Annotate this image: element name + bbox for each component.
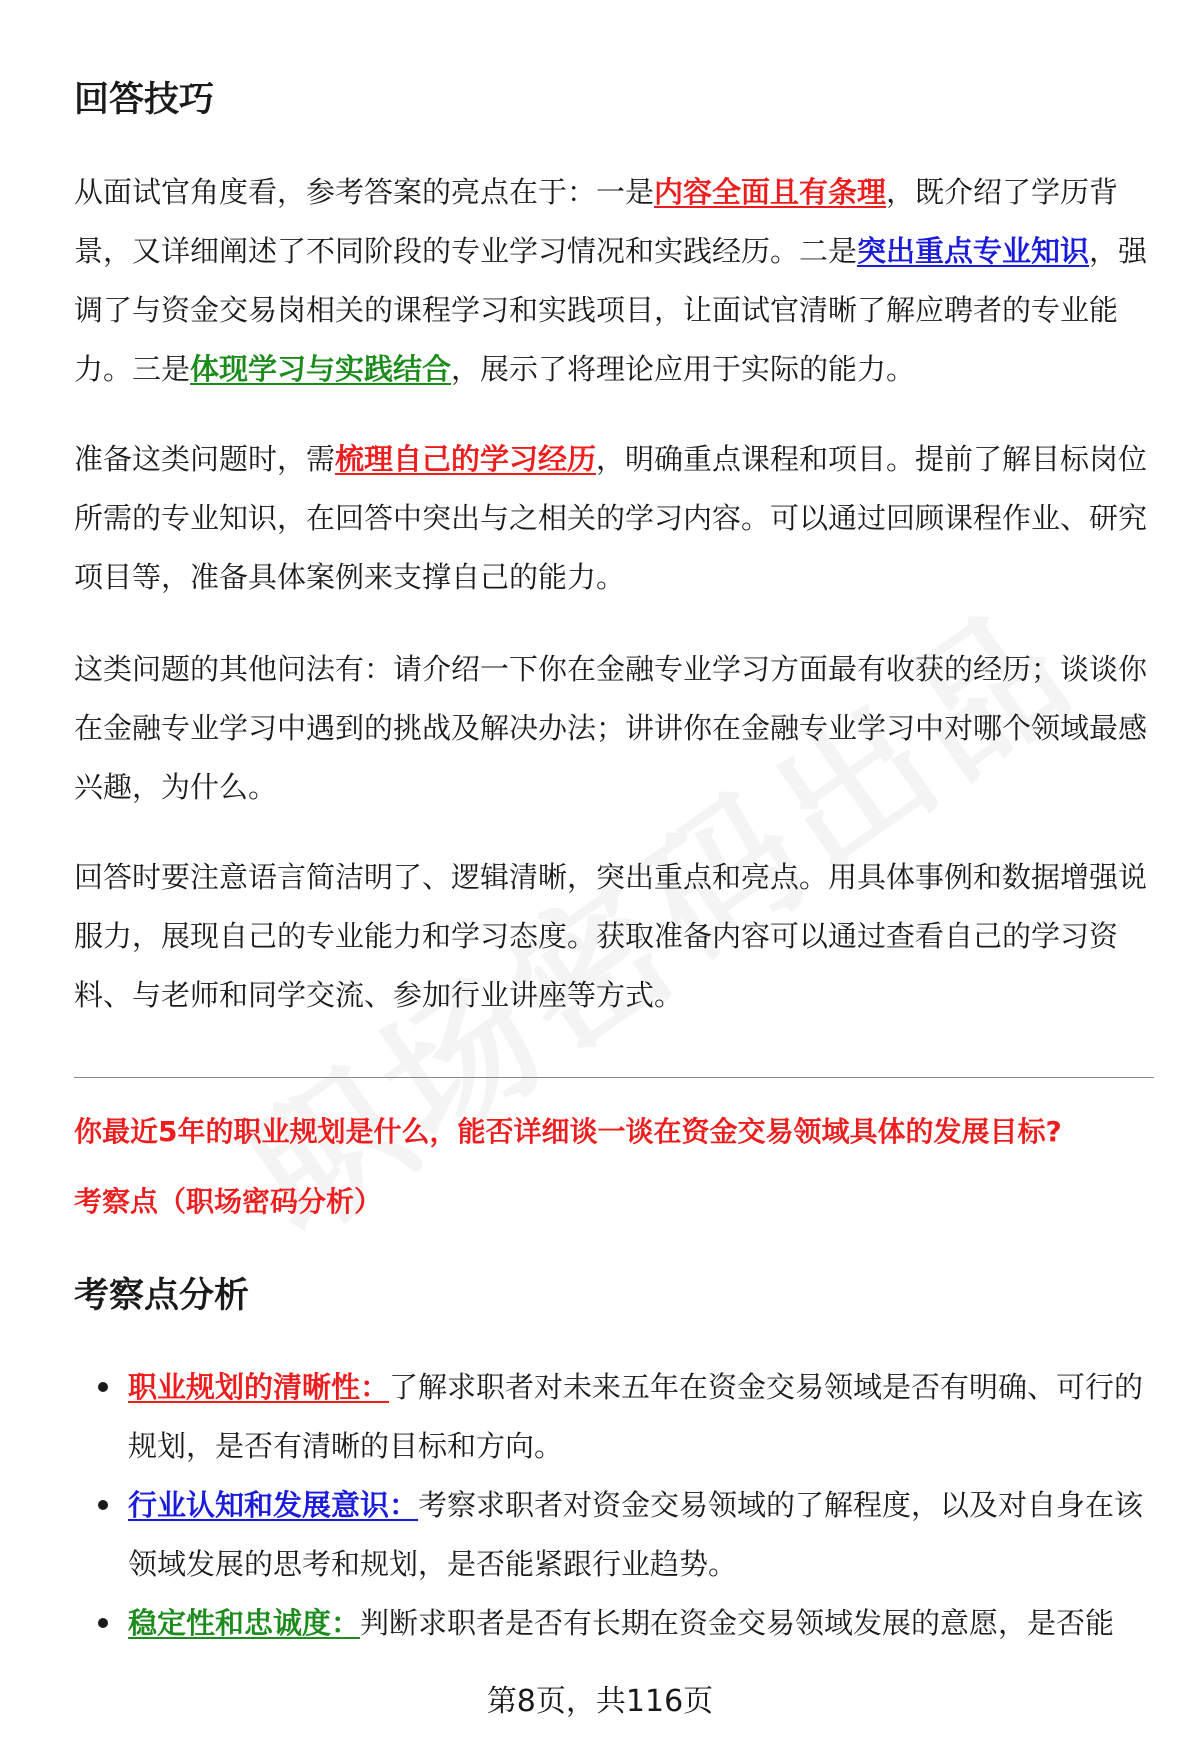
text-segment: 从面试官角度看，参考答案的亮点在于：一是 <box>74 175 655 209</box>
tips-paragraph-3: 这类问题的其他问法有：请介绍一下你在金融专业学习方面最有收获的经历；谈谈你在金融专业学习中遇到的挑战及解决办法；讲讲你在金融专业学习中对哪个领域最感兴趣，为什么。 <box>74 652 1148 804</box>
tips-paragraph-2 <box>74 430 1154 607</box>
list-item-text: 考察求职者对资金交易领域的了解程度，以及对自身在该领域发展的思考和规划，是否能紧跟行业趋势。 <box>128 1488 1144 1581</box>
exam-point-subtitle: 考察点（职场密码分析） <box>74 1185 383 1218</box>
highlight-comprehensive: 内容全面且有条理 <box>654 175 887 209</box>
list-item-label: 职业规划的清晰性： <box>128 1370 390 1404</box>
highlight-study-practice: 体现学习与实践结合 <box>190 352 452 386</box>
highlight-key-knowledge: 突出重点专业知识 <box>857 234 1090 268</box>
text-segment: ，展示了将理论应用于实际的能力。 <box>451 352 916 386</box>
list-item <box>74 1476 1154 1594</box>
text-segment: ，强调了与资金交易岗相关的课程学习和实践项目，让面试官清晰了解应聘者的专业能力。三是 <box>74 234 1148 386</box>
interview-question: 你最近5年的职业规划是什么，能否详细谈一谈在资金交易领域具体的发展目标? <box>74 1115 1062 1148</box>
tips-paragraph-4: 回答时要注意语言简洁明了、逻辑清晰，突出重点和亮点。用具体事例和数据增强说服力，展现自己的专业能力和学习态度。获取准备内容可以通过查看自己的学习资料、与老师和同学交流、参加行业讲座等方式。 <box>74 860 1148 1012</box>
list-item-label: 行业认知和发展意识： <box>128 1488 419 1522</box>
section-heading-tips: 回答技巧 <box>74 80 215 120</box>
highlight-review-experience: 梳理自己的学习经历 <box>335 442 597 476</box>
tips-paragraph-1 <box>74 163 1154 399</box>
section-heading-analysis: 考察点分析 <box>74 1276 250 1316</box>
list-item-text: 了解求职者对未来五年在资金交易领域是否有明确、可行的规划，是否有清晰的目标和方向。 <box>128 1370 1144 1463</box>
list-item-label: 稳定性和忠诚度： <box>128 1606 361 1640</box>
list-item-text: 判断求职者是否有长期在资金交易领域发展的意愿，是否能 <box>360 1606 1115 1640</box>
analysis-list <box>74 1358 1154 1653</box>
text-segment: 准备这类问题时，需 <box>74 442 336 476</box>
text-segment: ，既介绍了学历背景，又详细阐述了不同阶段的专业学习情况和实践经历。二是 <box>74 175 1119 268</box>
list-item <box>74 1594 1154 1653</box>
list-item <box>74 1358 1154 1476</box>
text-segment: ，明确重点课程和项目。提前了解目标岗位所需的专业知识，在回答中突出与之相关的学习内容。可以通过回顾课程作业、研究项目等，准备具体案例来支撑自己的能力。 <box>74 442 1148 594</box>
page-number-footer: 第8页，共116页 <box>486 1684 714 1719</box>
section-divider <box>74 1077 1154 1078</box>
